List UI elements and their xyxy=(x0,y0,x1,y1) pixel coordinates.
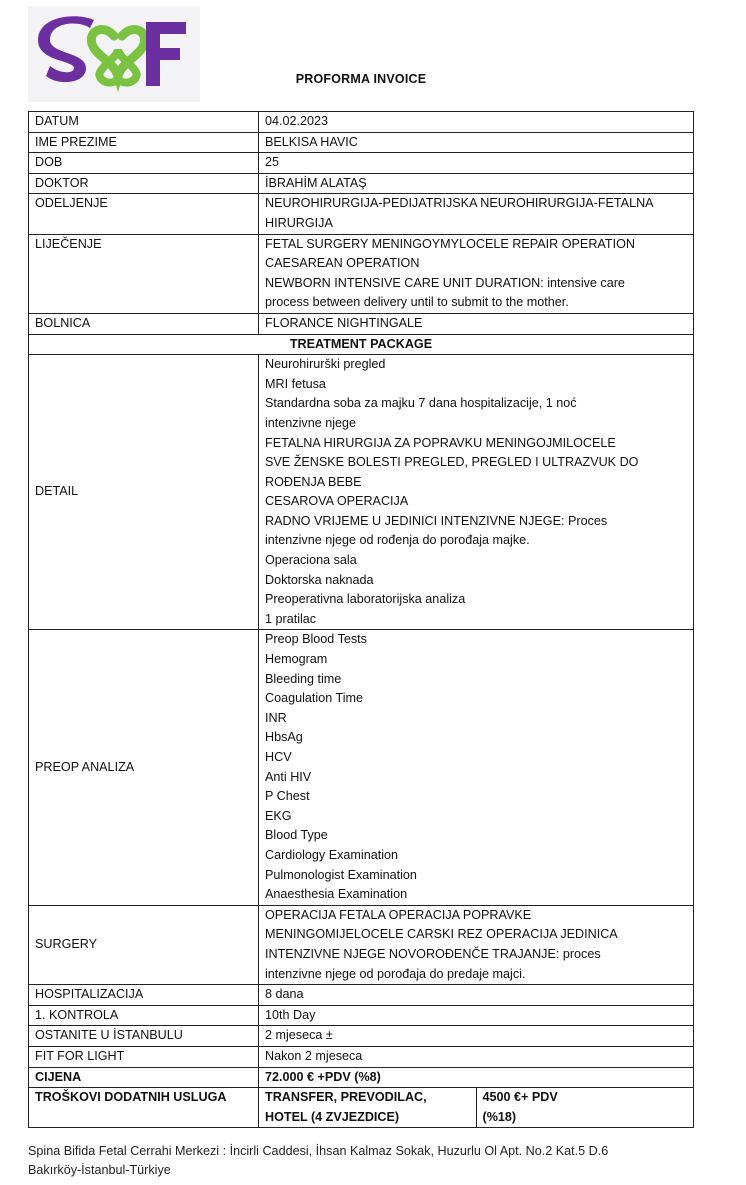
price-line: (%18) xyxy=(482,1109,517,1124)
detail-line: Preoperativna laboratorijska analiza xyxy=(265,592,466,607)
label-preop: PREOP ANALIZA xyxy=(29,630,259,905)
preop-line: Bleeding time xyxy=(265,671,342,686)
preop-line: EKG xyxy=(265,808,292,823)
row-ime xyxy=(29,132,694,153)
detail-line: intenzivne njege xyxy=(265,415,357,430)
label-troskovi: TROŠKOVI DODATNIH USLUGA xyxy=(29,1088,259,1128)
value-datum: 04.02.2023 xyxy=(259,112,694,133)
label-dob: DOB xyxy=(29,153,259,174)
preop-line: Pulmonologist Examination xyxy=(265,867,417,882)
label-hospitalizacija: HOSPITALIZACIJA xyxy=(29,985,259,1006)
value-cijena: 72.000 € +PDV (%8) xyxy=(259,1067,694,1088)
label-cijena: CIJENA xyxy=(29,1067,259,1088)
surgery-line: MENINGOMIJELOCELE CARSKI REZ OPERACIJA JEDINICA xyxy=(265,927,618,942)
detail-line: Standardna soba za majku 7 dana hospitalizacije, 1 noć xyxy=(265,396,577,411)
value-odeljenje xyxy=(259,194,694,234)
preop-line: Anti HIV xyxy=(265,769,312,784)
document-title: PROFORMA INVOICE xyxy=(295,72,427,86)
value-fit: Nakon 2 mjeseca xyxy=(259,1046,694,1067)
value-detail xyxy=(259,355,694,630)
preop-line: HbsAg xyxy=(265,730,303,745)
price-line: 4500 €+ PDV xyxy=(482,1090,558,1105)
lijecenje-line: CAESAREAN OPERATION xyxy=(265,256,420,271)
preop-line: HCV xyxy=(265,750,292,764)
preop-line: Preop Blood Tests xyxy=(265,632,367,647)
row-dob xyxy=(29,153,694,174)
row-package-header xyxy=(29,334,694,355)
row-lijecenje xyxy=(29,234,694,313)
surgery-line: INTENZIVNE NJEGE NOVOROĐENČE TRAJANJE: proces xyxy=(265,946,601,961)
label-kontrola: 1. KONTROLA xyxy=(29,1005,259,1026)
preop-line: Cardiology Examination xyxy=(265,847,399,862)
value-lijecenje xyxy=(259,234,694,313)
row-hospitalizacija xyxy=(29,985,694,1006)
label-datum: DATUM xyxy=(29,112,259,133)
value-troskovi: TRANSFER, PREVODILAC, HOTEL (4 ZVJEZDICE) xyxy=(259,1088,477,1128)
row-troskovi xyxy=(29,1088,694,1128)
detail-line: FETALNA HIRURGIJA ZA POPRAVKU MENINGOJMILOCELE xyxy=(265,435,616,450)
row-cijena xyxy=(29,1067,694,1088)
row-ostanite xyxy=(29,1026,694,1047)
label-fit: FIT FOR LIGHT xyxy=(29,1046,259,1067)
preop-line: Anaesthesia Examination xyxy=(265,887,408,902)
detail-line: MRI fetusa xyxy=(265,376,326,391)
row-fit xyxy=(29,1046,694,1067)
detail-line: 1 pratilac xyxy=(265,611,317,626)
row-detail xyxy=(29,355,694,630)
preop-line: Coagulation Time xyxy=(265,691,364,706)
label-ostanite: OSTANITE U İSTANBULU xyxy=(29,1026,259,1047)
footer-address xyxy=(28,1142,718,1180)
lijecenje-line: FETAL SURGERY MENINGOYMYLOCELE REPAIR OPERATION xyxy=(265,236,635,251)
value-preop xyxy=(259,630,694,905)
detail-line: intenzivne njege od rođenja do porođaja majke. xyxy=(265,533,530,548)
detail-line: CESAROVA OPERACIJA xyxy=(265,494,409,509)
value-ostanite: 2 mjeseca ± xyxy=(259,1026,694,1047)
odeljenje-line: HIRURGIJA xyxy=(265,215,333,230)
surgery-line: OPERACIJA FETALA OPERACIJA POPRAVKE xyxy=(265,907,532,922)
detail-line: ROĐENJA BEBE xyxy=(265,474,362,489)
label-ime: IME PREZIME xyxy=(29,132,259,153)
detail-line: Doktorska naknada xyxy=(265,572,374,587)
label-doktor: DOKTOR xyxy=(29,173,259,194)
row-bolnica xyxy=(29,313,694,334)
value-dob: 25 xyxy=(259,153,694,174)
detail-line: SVE ŽENSKE BOLESTI PREGLED, PREGLED I ULTRAZVUK DO xyxy=(265,455,639,470)
preop-line: P Chest xyxy=(265,789,310,804)
logo-graphic xyxy=(28,6,200,102)
label-lijecenje: LIJEČENJE xyxy=(29,234,259,313)
footer-line: Spina Bifida Fetal Cerrahi Merkezi : İncirli Caddesi, İhsan Kalmaz Sokak, Huzurlu Ol Apt. No.2 Kat.5 D.6 xyxy=(28,1144,609,1158)
row-surgery xyxy=(29,905,694,984)
lijecenje-line: NEWBORN INTENSIVE CARE UNIT DURATION: intensive care xyxy=(265,275,625,290)
row-kontrola xyxy=(29,1005,694,1026)
price-troskovi xyxy=(476,1088,694,1128)
surgery-line: intenzivne njege od porođaja do predaje majci. xyxy=(265,966,526,981)
detail-line: Neurohirurški pregled xyxy=(265,357,386,372)
row-doktor xyxy=(29,173,694,194)
footer-line: Bakırköy-İstanbul-Türkiye xyxy=(28,1163,171,1177)
row-preop xyxy=(29,630,694,905)
preop-line: INR xyxy=(265,710,287,725)
treatment-package-header: TREATMENT PACKAGE xyxy=(29,334,694,355)
label-odeljenje: ODELJENJE xyxy=(29,194,259,234)
preop-line: Blood Type xyxy=(265,828,328,843)
value-bolnica: FLORANCE NIGHTINGALE xyxy=(259,313,694,334)
odeljenje-line: NEUROHIRURGIJA-PEDIJATRIJSKA NEUROHIRURGIJA-FETALNA xyxy=(265,196,654,211)
label-detail: DETAIL xyxy=(29,355,259,630)
label-bolnica: BOLNICA xyxy=(29,313,259,334)
value-doktor: İBRAHİM ALATAŞ xyxy=(259,173,694,194)
row-odeljenje xyxy=(29,194,694,234)
preop-line: Hemogram xyxy=(265,652,328,667)
lijecenje-line: process between delivery until to submit to the mother. xyxy=(265,295,569,310)
detail-line: Operaciona sala xyxy=(265,553,357,568)
detail-line: RADNO VRIJEME U JEDINICI INTENZIVNE NJEGE: Proces xyxy=(265,513,608,528)
value-ime: BELKISA HAVIC xyxy=(259,132,694,153)
invoice-table xyxy=(28,111,694,1128)
label-surgery: SURGERY xyxy=(29,905,259,984)
value-kontrola: 10th Day xyxy=(259,1005,694,1026)
row-datum xyxy=(29,112,694,133)
value-hospitalizacija: 8 dana xyxy=(259,985,694,1006)
value-surgery xyxy=(259,905,694,984)
company-logo xyxy=(28,6,200,102)
